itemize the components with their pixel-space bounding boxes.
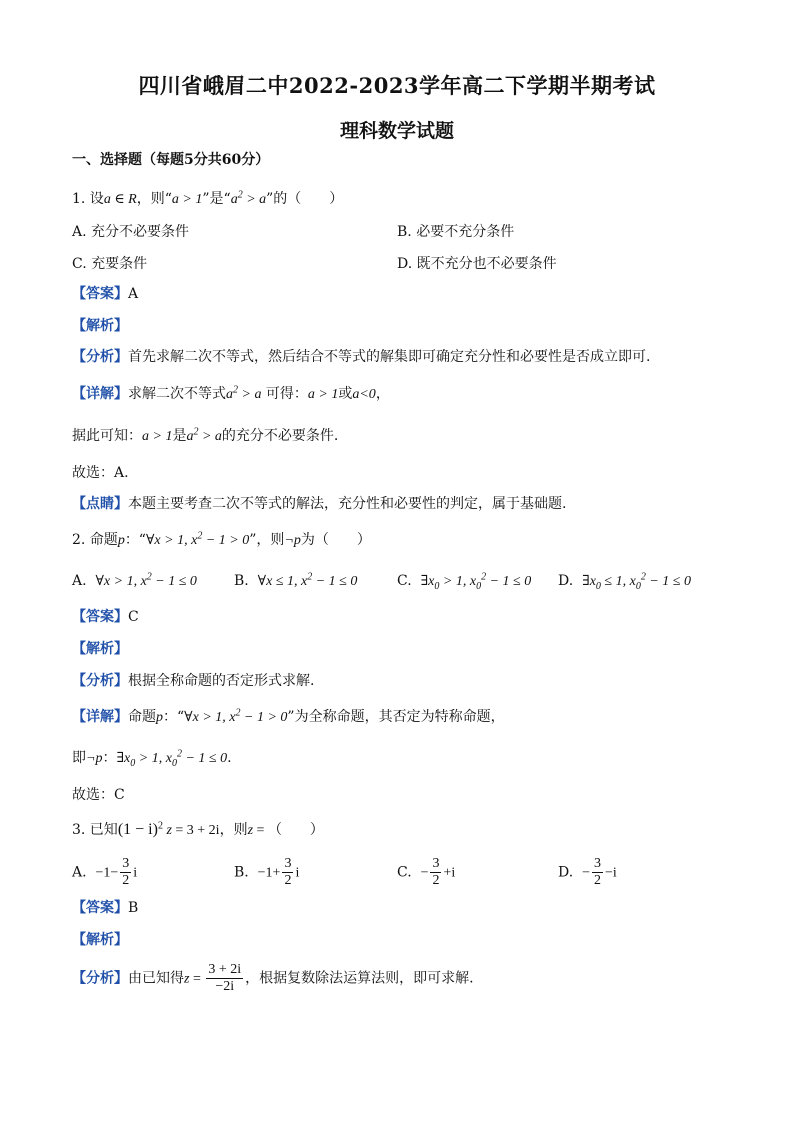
q1-math-a-gt-1: a > 1 [171, 192, 203, 207]
q3-fenxi: 【分析】由已知得z = $\frac{3 + 2i}{-2i}$ ，根据复数除法运算法则，即可求解. [72, 962, 474, 994]
q1-math-condition: a ∈ R [103, 192, 137, 207]
q2-stem: 2. 命题p：“∀x > 1, $x^2 - 1 > 0$”，则¬p为（ ） [72, 530, 371, 548]
q1-math-a2-gt-a: $a^2 > a$ [230, 189, 267, 207]
q1-choose: 故选：A. [72, 465, 129, 481]
q1-option-b: B. 必要不充分条件 [397, 224, 515, 240]
page-subtitle: 理科数学试题 [339, 120, 454, 142]
q1-option-d: D. 既不充分也不必要条件 [397, 256, 557, 272]
q3-option-a: A. −1− $\frac{3}{2}$ i [72, 856, 138, 888]
q3-analysis-label: 【解析】 [72, 932, 128, 948]
section-heading: 一、选择题（每题5分共60分） [72, 152, 270, 168]
q2-analysis-label: 【解析】 [72, 641, 128, 657]
q1-xiangjie: 【详解】求解二次不等式$a^2 > a$ 可得：a > 1或a<0， [72, 384, 390, 402]
q1-option-c: C. 充要条件 [72, 256, 148, 272]
q2-answer: 【答案】C [72, 609, 139, 625]
q3-stem: 3. 已知$(1 - i)^2$ z = 3 + 2i，则z = （ ） [72, 820, 324, 838]
q1-option-a: A. 充分不必要条件 [72, 224, 190, 240]
q2-choose: 故选：C [72, 787, 125, 803]
q1-dianjing: 【点睛】本题主要考查二次不等式的解法，充分性和必要性的判定，属于基础题. [72, 496, 567, 512]
q1-fenxi: 【分析】首先求解二次不等式，然后结合不等式的解集即可确定充分性和必要性是否成立即可. [72, 349, 651, 365]
q1-stem: 1. 设a ∈ R，则“a > 1”是“$a^2 > a$”的（ ） [72, 189, 344, 207]
q2-negation: 即¬p：$\exists x_0 > 1$, $x_0^2 - 1 \le 0$. [72, 748, 232, 769]
q2-option-b: B. ∀x ≤ 1, $x^2 - 1 \le 0$ [234, 571, 358, 589]
q2-option-d: D. $\exists x_0 \le 1$, $x_0^2 - 1 \le 0$ [558, 571, 691, 592]
q2-option-a: A. ∀x > 1, $x^2 - 1 \le 0$ [72, 571, 197, 589]
q2-option-c: C. $\exists x_0 > 1$, $x_0^2 - 1 \le 0$ [397, 571, 532, 592]
q1-answer: 【答案】A [72, 286, 139, 302]
q1-analysis-label: 【解析】 [72, 318, 128, 334]
q3-option-b: B. −1+ $\frac{3}{2}$ i [234, 856, 300, 888]
q2-fenxi: 【分析】根据全称命题的否定形式求解. [72, 673, 315, 689]
q2-xiangjie: 【详解】命题p：“∀x > 1, $x^2 - 1 > 0$”为全称命题，其否定为特称命题， [72, 707, 505, 725]
page-title: 四川省峨眉二中2022-2023学年高二下学期半期考试 [138, 73, 656, 98]
q3-option-d: D. − $\frac{3}{2}$ −i [558, 856, 617, 888]
q3-option-c: C. − $\frac{3}{2}$ +i [397, 856, 456, 888]
q3-answer: 【答案】B [72, 900, 139, 916]
q1-judgement: 据此可知：a > 1是$a^2 > a$的充分不必要条件. [72, 426, 339, 444]
